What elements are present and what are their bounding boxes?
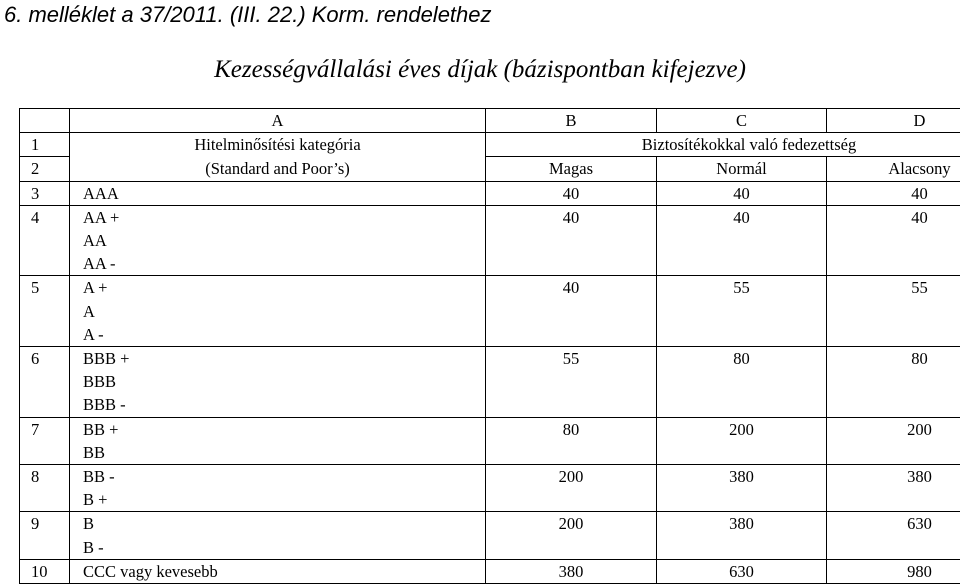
- rating-cell: [70, 417, 486, 464]
- row-index: 2: [20, 157, 70, 181]
- fee-high-coverage: 55: [486, 347, 657, 418]
- table-row: [20, 347, 960, 418]
- fee-low-coverage: 380: [827, 465, 960, 512]
- fee-low-coverage: 40: [827, 205, 960, 276]
- row-index: 6: [20, 347, 70, 418]
- rating-label: AA -: [83, 252, 485, 275]
- column-header-c: C: [657, 109, 827, 133]
- coverage-high-label: Magas: [486, 157, 657, 181]
- coverage-low-label: Alacsony: [827, 157, 960, 181]
- row-index: 9: [20, 512, 70, 559]
- collateral-coverage-header: Biztosítékokkal való fedezettség: [486, 133, 960, 157]
- row-index: 1: [20, 133, 70, 157]
- column-header-a: A: [70, 109, 486, 133]
- fee-low-coverage: 980: [827, 559, 960, 583]
- fee-high-coverage: 200: [486, 465, 657, 512]
- rating-label: AAA: [83, 182, 485, 205]
- column-letter-row: [20, 109, 960, 133]
- fee-normal-coverage: 40: [657, 205, 827, 276]
- fee-low-coverage: 80: [827, 347, 960, 418]
- rating-label: B: [83, 512, 485, 535]
- fee-normal-coverage: 40: [657, 181, 827, 205]
- table-row: [20, 133, 960, 157]
- rating-label: BB: [83, 441, 485, 464]
- row-index: 7: [20, 417, 70, 464]
- fee-low-coverage: 55: [827, 276, 960, 347]
- rating-label: AA: [83, 229, 485, 252]
- rating-label: CCC vagy kevesebb: [83, 560, 485, 583]
- fee-high-coverage: 40: [486, 205, 657, 276]
- rating-label: BB +: [83, 418, 485, 441]
- table-row: [20, 276, 960, 347]
- fee-low-coverage: 630: [827, 512, 960, 559]
- rating-label: AA +: [83, 206, 485, 229]
- table-row: [20, 512, 960, 559]
- rating-label: B +: [83, 488, 485, 511]
- column-header-d: D: [827, 109, 960, 133]
- rating-cell: [70, 559, 486, 583]
- rating-cell: [70, 465, 486, 512]
- fee-low-coverage: 40: [827, 181, 960, 205]
- fee-high-coverage: 40: [486, 276, 657, 347]
- fee-normal-coverage: 55: [657, 276, 827, 347]
- row-index: 8: [20, 465, 70, 512]
- fee-normal-coverage: 380: [657, 512, 827, 559]
- fee-normal-coverage: 380: [657, 465, 827, 512]
- fee-high-coverage: 40: [486, 181, 657, 205]
- fee-high-coverage: 380: [486, 559, 657, 583]
- fee-normal-coverage: 80: [657, 347, 827, 418]
- rating-category-header: Hitelminősítési kategória: [70, 133, 486, 157]
- table-row: [20, 181, 960, 205]
- row-index: 5: [20, 276, 70, 347]
- table-row: [20, 205, 960, 276]
- fee-normal-coverage: 630: [657, 559, 827, 583]
- table-row: [20, 417, 960, 464]
- rating-label: B -: [83, 536, 485, 559]
- annex-reference: 6. melléklet a 37/2011. (III. 22.) Korm. rendelethez: [4, 2, 492, 28]
- fee-high-coverage: 80: [486, 417, 657, 464]
- row-index: 4: [20, 205, 70, 276]
- row-index: 10: [20, 559, 70, 583]
- column-header-b: B: [486, 109, 657, 133]
- rating-label: A +: [83, 276, 485, 299]
- rating-label: BB -: [83, 465, 485, 488]
- rating-cell: [70, 205, 486, 276]
- rating-cell: [70, 276, 486, 347]
- rating-label: BBB +: [83, 347, 485, 370]
- table-row: [20, 157, 960, 181]
- table-row: [20, 465, 960, 512]
- fee-low-coverage: 200: [827, 417, 960, 464]
- row-index: 3: [20, 181, 70, 205]
- rating-agency-label: (Standard and Poor’s): [70, 157, 486, 181]
- fee-table: [19, 108, 960, 584]
- rating-label: A: [83, 300, 485, 323]
- rating-label: A -: [83, 323, 485, 346]
- rating-label: BBB -: [83, 393, 485, 416]
- fee-normal-coverage: 200: [657, 417, 827, 464]
- rating-cell: [70, 181, 486, 205]
- rating-cell: [70, 512, 486, 559]
- fee-high-coverage: 200: [486, 512, 657, 559]
- rating-label: BBB: [83, 370, 485, 393]
- table-row: [20, 559, 960, 583]
- index-header-cell: [20, 109, 70, 133]
- coverage-normal-label: Normál: [657, 157, 827, 181]
- page-title: Kezességvállalási éves díjak (bázispontban kifejezve): [0, 55, 960, 85]
- rating-cell: [70, 347, 486, 418]
